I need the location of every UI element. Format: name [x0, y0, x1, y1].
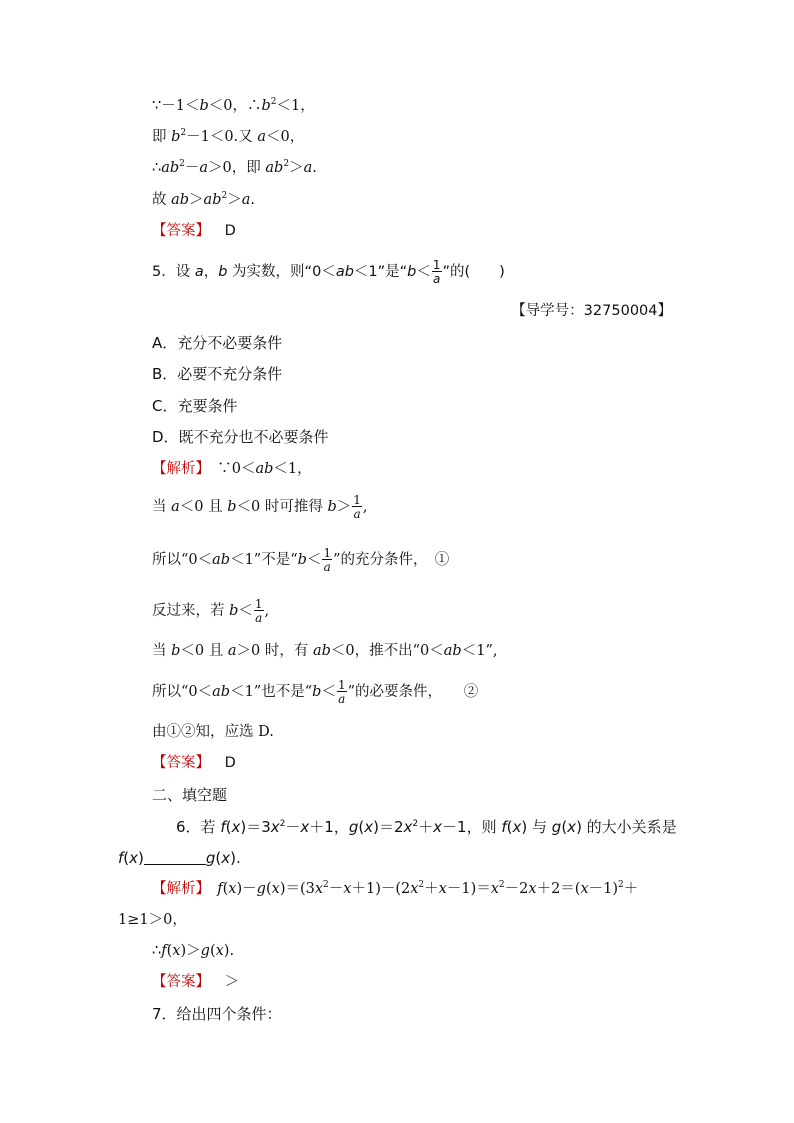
answer-label: 【答案】	[152, 223, 210, 239]
answer-blank[interactable]	[144, 850, 206, 865]
solution-line-1: ∵－1＜b＜0，$\therefore b^2<1$，	[152, 97, 315, 114]
answer-value: ＞	[224, 974, 240, 990]
answer-label: 【答案】	[152, 974, 210, 990]
fraction-one-over-a: $\frac{1}{a}$	[337, 678, 346, 706]
analysis-5-line-4: 反过来，若 b＜ $\frac{1}{a}$ ,	[152, 597, 270, 625]
question-6: 6．若 $f(x)=3x^2-x+1$，$g(x)=2x^2+x-1$，则 f(x) 与 g(x) 的大小关系是	[176, 818, 677, 836]
question-6-line-2: f(x) g(x).	[118, 849, 241, 867]
analysis-5-line-2: 当 a＜0 且 b＜0 时可推得 b＞ $\frac{1}{a}$ ,	[152, 493, 368, 521]
section-heading-fill-in: 二、填空题	[152, 786, 228, 804]
option-a: A．充分不必要条件	[152, 334, 283, 352]
option-c: C．充要条件	[152, 397, 238, 415]
answer-2	[152, 753, 236, 773]
analysis-5-line-7: 由①②知，应选 D.	[152, 724, 274, 740]
analysis-label: 【解析】	[152, 461, 203, 477]
analysis-5-line-6: 所以“0＜ab＜1”也不是“b＜ $\frac{1}{a}$ ”的必要条件， ②	[152, 678, 479, 706]
solution-line-2: 即 $b^2-1<0$.又 a＜0，	[152, 128, 305, 145]
answer-value: D	[224, 223, 236, 239]
answer-3	[152, 972, 239, 992]
fraction-one-over-a: $\frac{1}{a}$	[323, 546, 332, 574]
guide-number: 【导学号：32750004】	[511, 303, 672, 319]
solution-line-3: $\therefore ab^2-a>0$，即 $ab^2>a$.	[152, 159, 317, 176]
question-7: 7．给出四个条件：	[152, 1005, 282, 1023]
option-d: D．既不充分也不必要条件	[152, 428, 329, 446]
fraction-one-over-a: $\frac{1}{a}$	[432, 258, 441, 286]
analysis-label: 【解析】	[152, 881, 203, 897]
analysis-5-line-5: 当 b＜0 且 a＞0 时，有 ab＜0，推不出“0＜ab＜1”,	[152, 643, 498, 659]
solution-line-4: 故 $ab>ab^2>a$.	[152, 191, 255, 208]
analysis-6-line-2: 1≥1＞0，	[118, 912, 187, 928]
option-b: B．必要不充分条件	[152, 365, 283, 383]
question-5: 5．设 a，b 为实数，则“0＜ab＜1”是“b＜ $\frac{1}{a}$ ”的( )	[152, 258, 505, 286]
answer-label: 【答案】	[152, 755, 210, 771]
analysis-6-line-1: 【解析】 $f(x)-g(x)=(3x^2-x+1)-(2x^2+x-1)=x^2-2x+2=(x-1)^2+$	[152, 880, 639, 897]
analysis-6-line-3: ∴f(x)＞g(x).	[152, 943, 235, 959]
fraction-one-over-a: $\frac{1}{a}$	[254, 597, 263, 625]
fraction-one-over-a: $\frac{1}{a}$	[353, 493, 361, 521]
analysis-5-line-3: 所以“0＜ab＜1”不是“b＜ $\frac{1}{a}$ ”的充分条件， ①	[152, 546, 450, 574]
analysis-5-line-1: 【解析】 ∵0＜ab＜1，	[152, 461, 312, 477]
answer-value: D	[224, 755, 236, 771]
answer-1	[152, 221, 236, 241]
